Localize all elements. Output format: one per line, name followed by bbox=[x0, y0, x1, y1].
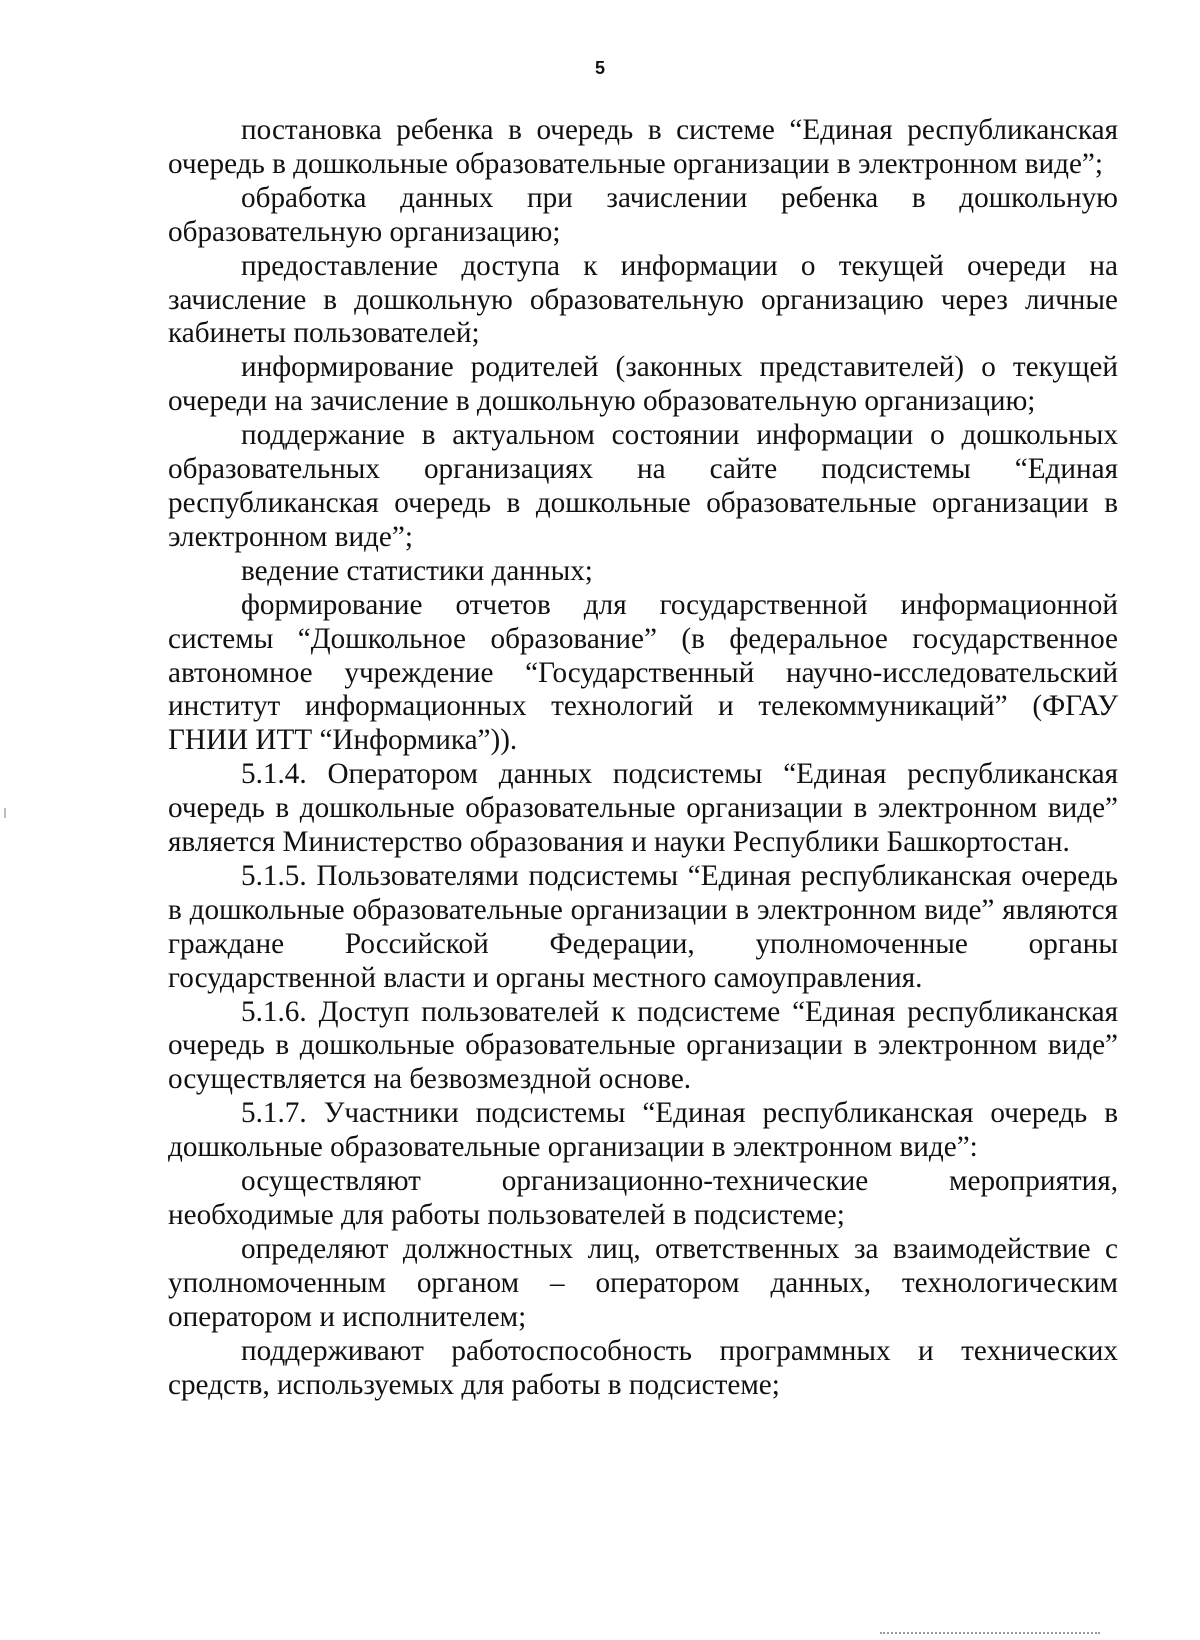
paragraph: осуществляют организационно-технические мероприятия, необходимые для работы пользователей в подсистеме; bbox=[168, 1165, 1118, 1231]
paragraph: информирование родителей (законных представителей) о текущей очереди на зачисление в дошкольную образовательную организацию; bbox=[168, 351, 1118, 418]
paragraph: предоставление доступа к информации о текущей очереди на зачисление в дошкольную образовательную организацию через личные кабинеты пользователей; bbox=[168, 249, 1118, 350]
scan-margin-mark bbox=[4, 808, 6, 818]
paragraph: поддержание в актуальном состоянии информации о дошкольных образовательных организациях на сайте подсистемы “Единая республиканская очередь в дошкольные образовательные организации в электронном виде”; bbox=[168, 419, 1118, 553]
paragraph: поддерживают работоспособность программных и технических средств, используемых для работы в подсистеме; bbox=[168, 1334, 1118, 1401]
document-body bbox=[168, 114, 1118, 1402]
paragraph: ведение статистики данных; bbox=[241, 554, 593, 587]
paragraph: формирование отчетов для государственной информационной системы “Дошкольное образование” (в федеральное государственное автономное учреждение “Государственный научно-исследовательский институт информационных технологий и телекоммуникаций” (ФГАУ ГНИИ ИТТ “Информика”)). bbox=[168, 588, 1118, 757]
section-5-1-5-paragraph: 5.1.5. Пользователями подсистемы “Единая республиканская очередь в дошкольные образовательные организации в электронном виде” являются граждане Российской Федерации, уполномоченные органы государственной власти и органы местного самоуправления. bbox=[168, 859, 1118, 994]
section-5-1-6-paragraph: 5.1.6. Доступ пользователей к подсистеме “Единая республиканская очередь в дошкольные образовательные организации в электронном виде” осуществляется на безвозмездной основе. bbox=[168, 995, 1118, 1096]
paragraph: определяют должностных лиц, ответственных за взаимодействие с уполномоченным органом – оператором данных, технологическим оператором и исполнителем; bbox=[168, 1232, 1118, 1333]
section-5-1-4-paragraph: 5.1.4. Оператором данных подсистемы “Единая республиканская очередь в дошкольные образовательные организации в электронном виде” является Министерство образования и науки Республики Башкортостан. bbox=[168, 758, 1118, 859]
section-5-1-7-paragraph: 5.1.7. Участники подсистемы “Единая республиканская очередь в дошкольные образовательные организации в электронном виде”: bbox=[168, 1097, 1118, 1164]
paragraph: обработка данных при зачислении ребенка в дошкольную образовательную организацию; bbox=[168, 181, 1118, 248]
page-number: 5 bbox=[594, 58, 605, 78]
paragraph: постановка ребенка в очередь в системе “Единая республиканская очередь в дошкольные образовательные организации в электронном виде”; bbox=[168, 114, 1118, 180]
scan-artifact bbox=[880, 1632, 1100, 1637]
